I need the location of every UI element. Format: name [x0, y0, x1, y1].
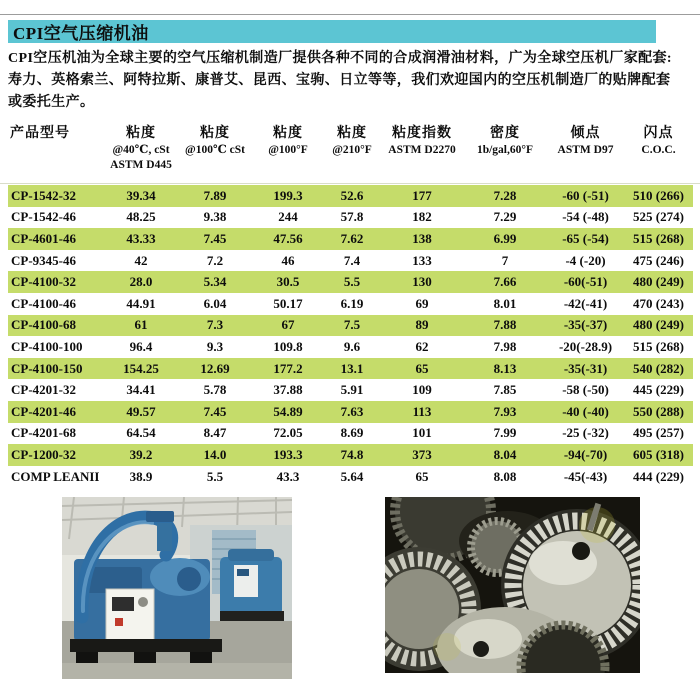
value-cell: 9.3	[206, 338, 224, 354]
value-cell: 7.99	[493, 425, 517, 441]
value-cell: 7.28	[493, 187, 517, 203]
value-cell: -4 (-20)	[565, 252, 606, 268]
value-cell: -45(-43)	[563, 468, 608, 484]
intro-line-1: CPI空压机油为全球主要的空气压缩机制造厂提供各种不同的合成润滑油材料，广为全球空压机厂家配套:	[8, 51, 672, 66]
value-cell: -94(-70)	[563, 446, 608, 462]
value-cell: 515 (268)	[633, 230, 684, 246]
value-cell: 38.9	[129, 468, 153, 484]
compressor-photo	[62, 497, 292, 679]
column-header	[547, 124, 624, 173]
value-cell: 540 (282)	[633, 360, 684, 376]
value-cell: -25 (-32)	[562, 425, 609, 441]
value-cell: -60(-51)	[563, 274, 608, 290]
value-cell: 101	[412, 425, 432, 441]
product-model-cell: CP-1542-46	[11, 209, 76, 225]
value-cell: 8.08	[493, 468, 517, 484]
table-row	[8, 358, 693, 380]
value-cell: 550 (288)	[633, 403, 684, 419]
column-title: 倾点	[570, 126, 601, 141]
value-cell: 109.8	[273, 338, 303, 354]
value-cell: -65 (-54)	[562, 230, 609, 246]
value-cell: 30.5	[276, 274, 300, 290]
table-row	[8, 207, 693, 229]
table-row	[8, 228, 693, 250]
value-cell: 7.89	[203, 187, 227, 203]
product-model-cell: COMP LEANII	[11, 468, 100, 484]
value-cell: 8.69	[340, 425, 364, 441]
table-row	[8, 423, 693, 445]
value-cell: 7.88	[493, 317, 517, 333]
column-title: 粘度	[273, 126, 303, 141]
value-cell: -54 (-48)	[562, 209, 609, 225]
value-cell: 5.64	[340, 468, 364, 484]
value-cell: 43.3	[276, 468, 300, 484]
table-top-rule	[0, 183, 700, 184]
value-cell: 5.91	[340, 382, 364, 398]
value-cell: 244	[278, 209, 298, 225]
intro-paragraph	[8, 48, 698, 114]
value-cell: 444 (229)	[633, 468, 684, 484]
value-cell: 373	[412, 446, 432, 462]
title-bar	[8, 20, 656, 43]
value-cell: 7.5	[343, 317, 361, 333]
value-cell: 57.8	[340, 209, 364, 225]
value-cell: 130	[412, 274, 432, 290]
column-subtitle: ASTM D2270	[388, 144, 456, 156]
value-cell: 113	[412, 403, 432, 419]
product-model-cell: CP-4100-150	[11, 360, 83, 376]
product-model-cell: CP-1542-32	[11, 187, 76, 203]
value-cell: 7.93	[493, 403, 517, 419]
value-cell: 7.66	[493, 274, 517, 290]
product-model-cell: CP-1200-32	[11, 446, 76, 462]
table-row	[8, 185, 693, 207]
value-cell: 7.63	[340, 403, 364, 419]
value-cell: 12.69	[200, 360, 230, 376]
value-cell: 5.78	[203, 382, 227, 398]
value-cell: 65	[415, 468, 429, 484]
table-body	[8, 185, 693, 487]
table-row	[8, 379, 693, 401]
value-cell: 43.33	[126, 230, 156, 246]
column-title: 粘度	[337, 126, 367, 141]
value-cell: 154.25	[123, 360, 159, 376]
product-model-cell: CP-4100-46	[11, 295, 76, 311]
column-header	[463, 124, 547, 173]
column-subtitle: C.O.C.	[641, 144, 676, 156]
value-cell: 605 (318)	[633, 446, 684, 462]
product-model-cell: CP-4201-32	[11, 382, 76, 398]
value-cell: 65	[415, 360, 429, 376]
value-cell: 50.17	[273, 295, 303, 311]
value-cell: 69	[415, 295, 429, 311]
value-cell: 49.57	[126, 403, 156, 419]
column-subtitle: @100°F	[268, 144, 308, 156]
top-divider	[0, 14, 700, 15]
value-cell: 47.56	[273, 230, 303, 246]
product-model-cell: CP-4201-68	[11, 425, 76, 441]
value-cell: 193.3	[273, 446, 303, 462]
column-title: 粘度	[126, 126, 156, 141]
column-header	[253, 124, 323, 173]
value-cell: 62	[415, 338, 429, 354]
column-subtitle: 1b/gal,60°F	[476, 144, 534, 156]
value-cell: 7.29	[493, 209, 517, 225]
page-title: CPI空气压缩机油	[13, 24, 149, 43]
value-cell: 6.19	[340, 295, 364, 311]
table-row	[8, 293, 693, 315]
value-cell: 7.3	[206, 317, 224, 333]
value-cell: 8.13	[493, 360, 517, 376]
value-cell: 7.85	[493, 382, 517, 398]
value-cell: 5.5	[206, 468, 224, 484]
column-title: 闪点	[643, 126, 674, 141]
column-title: 产品型号	[10, 126, 70, 141]
value-cell: 37.88	[273, 382, 303, 398]
product-model-cell: CP-4201-46	[11, 403, 76, 419]
compressor-photo-art	[62, 497, 292, 679]
value-cell: 177	[412, 187, 432, 203]
value-cell: 44.91	[126, 295, 156, 311]
value-cell: 5.5	[343, 274, 361, 290]
value-cell: 9.38	[203, 209, 227, 225]
value-cell: 480 (249)	[633, 317, 684, 333]
value-cell: 54.89	[273, 403, 303, 419]
value-cell: 96.4	[129, 338, 153, 354]
product-model-cell: CP-4100-32	[11, 274, 76, 290]
column-subtitle: @40℃, cSt	[112, 144, 170, 156]
value-cell: -35(-37)	[563, 317, 608, 333]
column-subtitle: @100℃ cSt	[185, 144, 245, 156]
value-cell: 470 (243)	[633, 295, 684, 311]
value-cell: 177.2	[273, 360, 303, 376]
value-cell: 199.3	[273, 187, 303, 203]
value-cell: 8.47	[203, 425, 227, 441]
value-cell: 5.34	[203, 274, 227, 290]
column-header	[177, 124, 253, 173]
column-subtitle: @210°F	[332, 144, 372, 156]
value-cell: 42	[134, 252, 148, 268]
column-header	[381, 124, 463, 173]
value-cell: 67	[281, 317, 295, 333]
value-cell: 14.0	[203, 446, 227, 462]
value-cell: 475 (246)	[633, 252, 684, 268]
value-cell: 8.04	[493, 446, 517, 462]
table-row	[8, 336, 693, 358]
table-row	[8, 444, 693, 466]
table-row	[8, 466, 693, 488]
value-cell: -35(-31)	[563, 360, 608, 376]
value-cell: 39.2	[129, 446, 153, 462]
value-cell: 109	[412, 382, 432, 398]
value-cell: 8.01	[493, 295, 517, 311]
value-cell: 61	[134, 317, 148, 333]
table-header-row	[8, 124, 693, 173]
value-cell: -42(-41)	[563, 295, 608, 311]
value-cell: 7	[501, 252, 509, 268]
column-header	[105, 124, 177, 173]
product-model-cell: CP-4100-68	[11, 317, 76, 333]
column-header	[8, 124, 105, 173]
intro-line-3: 或委托生产。	[8, 95, 95, 110]
value-cell: 510 (266)	[633, 187, 684, 203]
column-title: 粘度指数	[392, 126, 452, 141]
intro-line-2: 寿力、英格索兰、阿特拉斯、康普艾、昆西、宝驹、日立等等，我们欢迎国内的空压机制造厂的贴牌配套	[8, 73, 671, 88]
value-cell: 7.62	[340, 230, 364, 246]
value-cell: 39.34	[126, 187, 156, 203]
value-cell: 525 (274)	[633, 209, 684, 225]
value-cell: 480 (249)	[633, 274, 684, 290]
value-cell: 445 (229)	[633, 382, 684, 398]
table-row	[8, 401, 693, 423]
value-cell: 7.4	[343, 252, 361, 268]
value-cell: 138	[412, 230, 432, 246]
value-cell: 133	[412, 252, 432, 268]
value-cell: 74.8	[340, 446, 364, 462]
value-cell: 46	[281, 252, 295, 268]
value-cell: 48.25	[126, 209, 156, 225]
product-model-cell: CP-9345-46	[11, 252, 76, 268]
value-cell: 13.1	[340, 360, 364, 376]
value-cell: -20(-28.9)	[558, 338, 613, 354]
table-row	[8, 315, 693, 337]
table-row	[8, 250, 693, 272]
value-cell: 64.54	[126, 425, 156, 441]
column-subtitle: ASTM D445	[110, 159, 172, 171]
value-cell: -60 (-51)	[562, 187, 609, 203]
value-cell: 72.05	[273, 425, 303, 441]
value-cell: 34.41	[126, 382, 156, 398]
product-model-cell: CP-4601-46	[11, 230, 76, 246]
value-cell: 515 (268)	[633, 338, 684, 354]
value-cell: 89	[415, 317, 429, 333]
column-subtitle: ASTM D97	[557, 144, 614, 156]
value-cell: 52.6	[340, 187, 364, 203]
column-title: 密度	[490, 126, 520, 141]
value-cell: 6.04	[203, 295, 227, 311]
value-cell: -40 (-40)	[562, 403, 609, 419]
table-row	[8, 271, 693, 293]
gears-photo-art	[385, 497, 640, 673]
value-cell: 182	[412, 209, 432, 225]
value-cell: 6.99	[493, 230, 517, 246]
column-title: 粘度	[200, 126, 230, 141]
product-model-cell: CP-4100-100	[11, 338, 83, 354]
value-cell: 28.0	[129, 274, 153, 290]
gears-photo	[385, 497, 640, 673]
column-header	[624, 124, 693, 173]
column-header	[323, 124, 381, 173]
value-cell: 7.98	[493, 338, 517, 354]
value-cell: 7.45	[203, 230, 227, 246]
value-cell: 9.6	[343, 338, 361, 354]
value-cell: 495 (257)	[633, 425, 684, 441]
value-cell: 7.2	[206, 252, 224, 268]
value-cell: -58 (-50)	[562, 382, 609, 398]
value-cell: 7.45	[203, 403, 227, 419]
